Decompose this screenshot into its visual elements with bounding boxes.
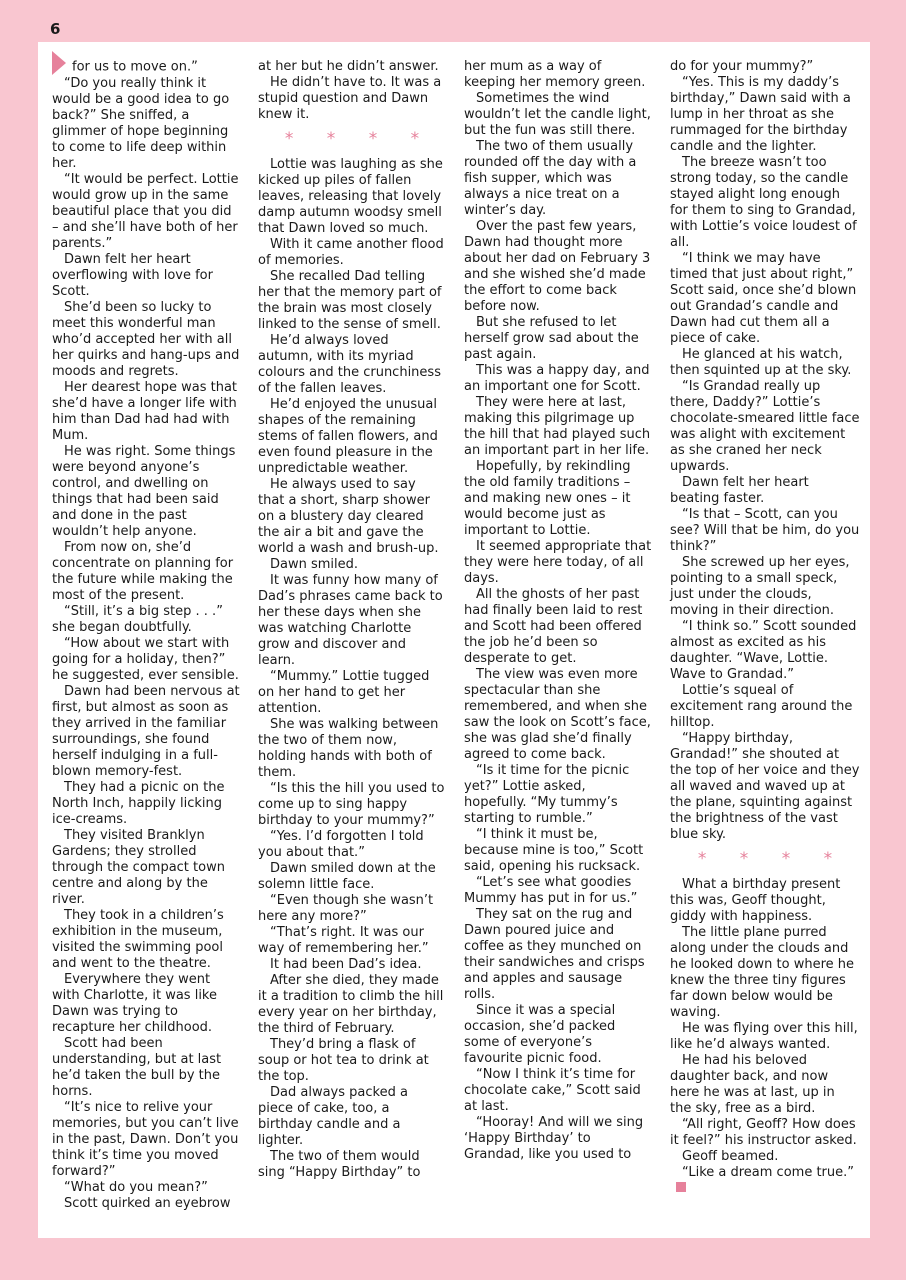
paragraph: “Mummy.” Lottie tugged on her hand to get her attention. (258, 669, 430, 716)
scene-break: * * * * (284, 129, 434, 149)
paragraph: “Happy birthday, Grandad!” she shouted at the top of her voice and they all waved and waved up at the plane, squinting against the brightness of the vast blue sky. (670, 731, 860, 842)
paragraph: After she died, they made it a tradition to climb the hill every year on her birthday, the third of February. (258, 973, 444, 1036)
paragraph: She recalled Dad telling her that the memory part of the brain was most closely linked to the sense of smell. (258, 269, 442, 332)
paragraph: do for your mummy?” (670, 59, 814, 74)
paragraph: It had been Dad’s idea. (270, 957, 422, 972)
paragraph: She’d been so lucky to meet this wonderful man who’d accepted her with all her quirks and hang-ups and moods and regrets. (52, 299, 240, 379)
paragraph: Everywhere they went with Charlotte, it was like Dawn was trying to recapture her childhood. (52, 971, 217, 1035)
paragraph: He didn’t have to. It was a stupid question and Dawn knew it. (258, 75, 442, 122)
paragraph: Sometimes the wind wouldn’t let the candle light, but the fun was still there. (464, 91, 651, 138)
paragraph: He’d always loved autumn, with its myriad colours and the crunchiness of the fallen leaves. (258, 333, 441, 396)
paragraph: He had his beloved daughter back, and now here he was at last, up in the sky, free as a bird. (670, 1053, 835, 1116)
paragraph: Dawn smiled down at the solemn little face. (258, 861, 436, 892)
paragraph: “What do you mean?” (64, 1179, 208, 1195)
paragraph: “Yes. I’d forgotten I told you about that.” (258, 829, 424, 860)
paragraph: “I think we may have timed that just about right,” Scott said, once she’d blown out Grandad’s candle and Dawn had cut them all a piece of cake. (670, 251, 857, 346)
paragraph: for us to move on.” (52, 59, 240, 76)
paragraph: They sat on the rug and Dawn poured juice and coffee as they munched on their sandwiches and crisps and apples and sausage rolls. (464, 907, 645, 1002)
paragraph: It was funny how many of Dad’s phrases came back to her these days when she was watching Charlotte grow and discover and learn. (258, 573, 443, 668)
paragraph: “I think it must be, because mine is too,” Scott said, opening his rucksack. (464, 827, 644, 874)
paragraph: It seemed appropriate that they were here today, of all days. (464, 539, 652, 586)
paragraph: Since it was a special occasion, she’d packed some of everyone’s favourite picnic food. (464, 1003, 616, 1066)
paragraph: Dawn felt her heart beating faster. (670, 475, 809, 506)
paragraph: “That’s right. It was our way of remembering her.” (258, 925, 429, 956)
paragraph: They took in a children’s exhibition in the museum, visited the swimming pool and went to the theatre. (52, 907, 224, 971)
paragraph: Lottie was laughing as she kicked up piles of fallen leaves, releasing that lovely damp autumn woodsy smell that Dawn loved so much. (258, 157, 443, 236)
paragraph: Over the past few years, Dawn had thought more about her dad on February 3 and she wished she’d made the effort to come back before now. (464, 219, 651, 314)
paragraph: “Is it time for the picnic yet?” Lottie asked, hopefully. “My tummy’s starting to rumble.” (464, 763, 630, 826)
paragraph: “It would be perfect. Lottie would grow up in the same beautiful place that you did – and she’ll have both of her parents.” (52, 171, 239, 251)
paragraph: She was walking between the two of them now, holding hands with both of them. (258, 717, 439, 780)
paragraph: Geoff beamed. (682, 1149, 779, 1164)
paragraph: “How about we start with going for a holiday, then?” he suggested, ever sensible. (52, 635, 239, 683)
paragraph: He was right. Some things were beyond anyone’s control, and dwelling on things that had been said and done in the past wouldn’t help anyone. (52, 443, 236, 539)
paragraph: But she refused to let herself grow sad about the past again. (464, 315, 639, 362)
paragraph: He’d enjoyed the unusual shapes of the remaining stems of fallen flowers, and even found pleasure in the unpredictable weather. (258, 397, 438, 476)
paragraph: The little plane purred along under the clouds and he looked down to where he knew the three tiny figures far down below would be waving. (670, 925, 855, 1020)
paragraph: Scott quirked an eyebrow (64, 1195, 231, 1211)
paragraph: This was a happy day, and an important one for Scott. (464, 363, 650, 394)
paragraph: “Let’s see what goodies Mummy has put in for us.” (464, 875, 638, 906)
paragraph: The breeze wasn’t too strong today, so the candle stayed alight long enough for them to sing to Grandad, with Lottie’s voice loudest of all. (670, 155, 857, 250)
text-column-1 (52, 59, 240, 1212)
paragraph: He was flying over this hill, like he’d always wanted. (670, 1021, 858, 1052)
story-end-icon (676, 1182, 686, 1192)
paragraph: “Yes. This is my daddy’s birthday,” Dawn said with a lump in her throat as she rummaged for the birthday candle and the lighter. (670, 75, 851, 154)
paragraph: Hopefully, by rekindling the old family traditions – and making new ones – it would become just as important to Lottie. (464, 459, 631, 538)
paragraph: “Is this the hill you used to come up to sing happy birthday to your mummy?” (258, 781, 445, 828)
paragraph: “All right, Geoff? How does it feel?” his instructor asked. (670, 1117, 857, 1148)
paragraph: “Is that – Scott, can you see? Will that be him, do you think?” (670, 507, 860, 554)
paragraph: Her dearest hope was that she’d have a longer life with him than Dad had had with Mum. (52, 379, 238, 443)
paragraph: Dawn felt her heart overflowing with love for Scott. (52, 251, 213, 299)
text-column-4 (670, 59, 860, 1197)
text-column-3 (464, 59, 652, 1163)
paragraph: “It’s nice to relive your memories, but you can’t live in the past, Dawn. Don’t you think it’s time you moved forward?” (52, 1099, 239, 1179)
paragraph: He always used to say that a short, sharp shower on a blustery day cleared the air a bit and gave the world a wash and brush-up. (258, 477, 439, 556)
paragraph: Scott had been understanding, but at last he’d taken the bull by the horns. (52, 1035, 222, 1099)
paragraph: They had a picnic on the North Inch, happily licking ice-creams. (52, 779, 225, 827)
text-column-2 (258, 59, 446, 1181)
paragraph: The two of them would sing “Happy Birthday” to (258, 1149, 421, 1180)
paragraph: Dawn smiled. (270, 557, 359, 572)
scene-break: * * * * (697, 849, 847, 869)
paragraph: All the ghosts of her past had finally been laid to rest and Scott had been offered the job he’d been so desperate to get. (464, 587, 643, 666)
paragraph: “Like a dream come true.” (670, 1165, 860, 1197)
paragraph: at her but he didn’t answer. (258, 59, 439, 74)
paragraph: “Do you really think it would be a good idea to go back?” She sniffed, a glimmer of hope beginning to come to life deep within her. (52, 75, 230, 171)
paragraph: The two of them usually rounded off the day with a fish supper, which was always a nice treat on a winter’s day. (464, 139, 637, 218)
paragraph: Dawn had been nervous at first, but almost as soon as they arrived in the familiar surroundings, she found herself indulging in a full-blown memory-fest. (52, 683, 240, 779)
paragraph: They visited Branklyn Gardens; they strolled through the compact town centre and along by the river. (52, 827, 225, 907)
paragraph: “Hooray! And will we sing ‘Happy Birthday’ to Grandad, like you used to (464, 1115, 644, 1162)
paragraph: They’d bring a flask of soup or hot tea to drink at the top. (258, 1037, 429, 1084)
paragraph: He glanced at his watch, then squinted up at the sky. (670, 347, 852, 378)
paragraph: From now on, she’d concentrate on planning for the future while making the most of the present. (52, 539, 234, 603)
paragraph: She screwed up her eyes, pointing to a small speck, just under the clouds, moving in their direction. (670, 555, 850, 618)
paragraph: Lottie’s squeal of excitement rang around the hilltop. (670, 683, 853, 730)
paragraph: “Is Grandad really up there, Daddy?” Lottie’s chocolate-smeared little face was alight with excitement as she craned her neck upwards. (670, 379, 860, 474)
paragraph: What a birthday present this was, Geoff thought, giddy with happiness. (670, 877, 841, 924)
paragraph: The view was even more spectacular than she remembered, and when she saw the look on Scott’s face, she was glad she’d finally agreed to come back. (464, 667, 651, 762)
page-number: 6 (50, 20, 61, 38)
paragraph: With it came another flood of memories. (258, 237, 444, 268)
paragraph: Dad always packed a piece of cake, too, a birthday candle and a lighter. (258, 1085, 408, 1148)
paragraph: “Even though she wasn’t here any more?” (258, 893, 434, 924)
paragraph: “Now I think it’s time for chocolate cake,” Scott said at last. (464, 1067, 641, 1114)
paragraph: “I think so.” Scott sounded almost as excited as his daughter. “Wave, Lottie. Wave to Grandad.” (670, 619, 857, 682)
continuation-arrow-icon (52, 51, 66, 75)
paragraph: They were here at last, making this pilgrimage up the hill that had played such an important part in her life. (464, 395, 651, 458)
paragraph: “Still, it’s a big step . . .” she began doubtfully. (52, 603, 223, 635)
paragraph: her mum as a way of keeping her memory green. (464, 59, 646, 90)
story-page (38, 42, 870, 1238)
